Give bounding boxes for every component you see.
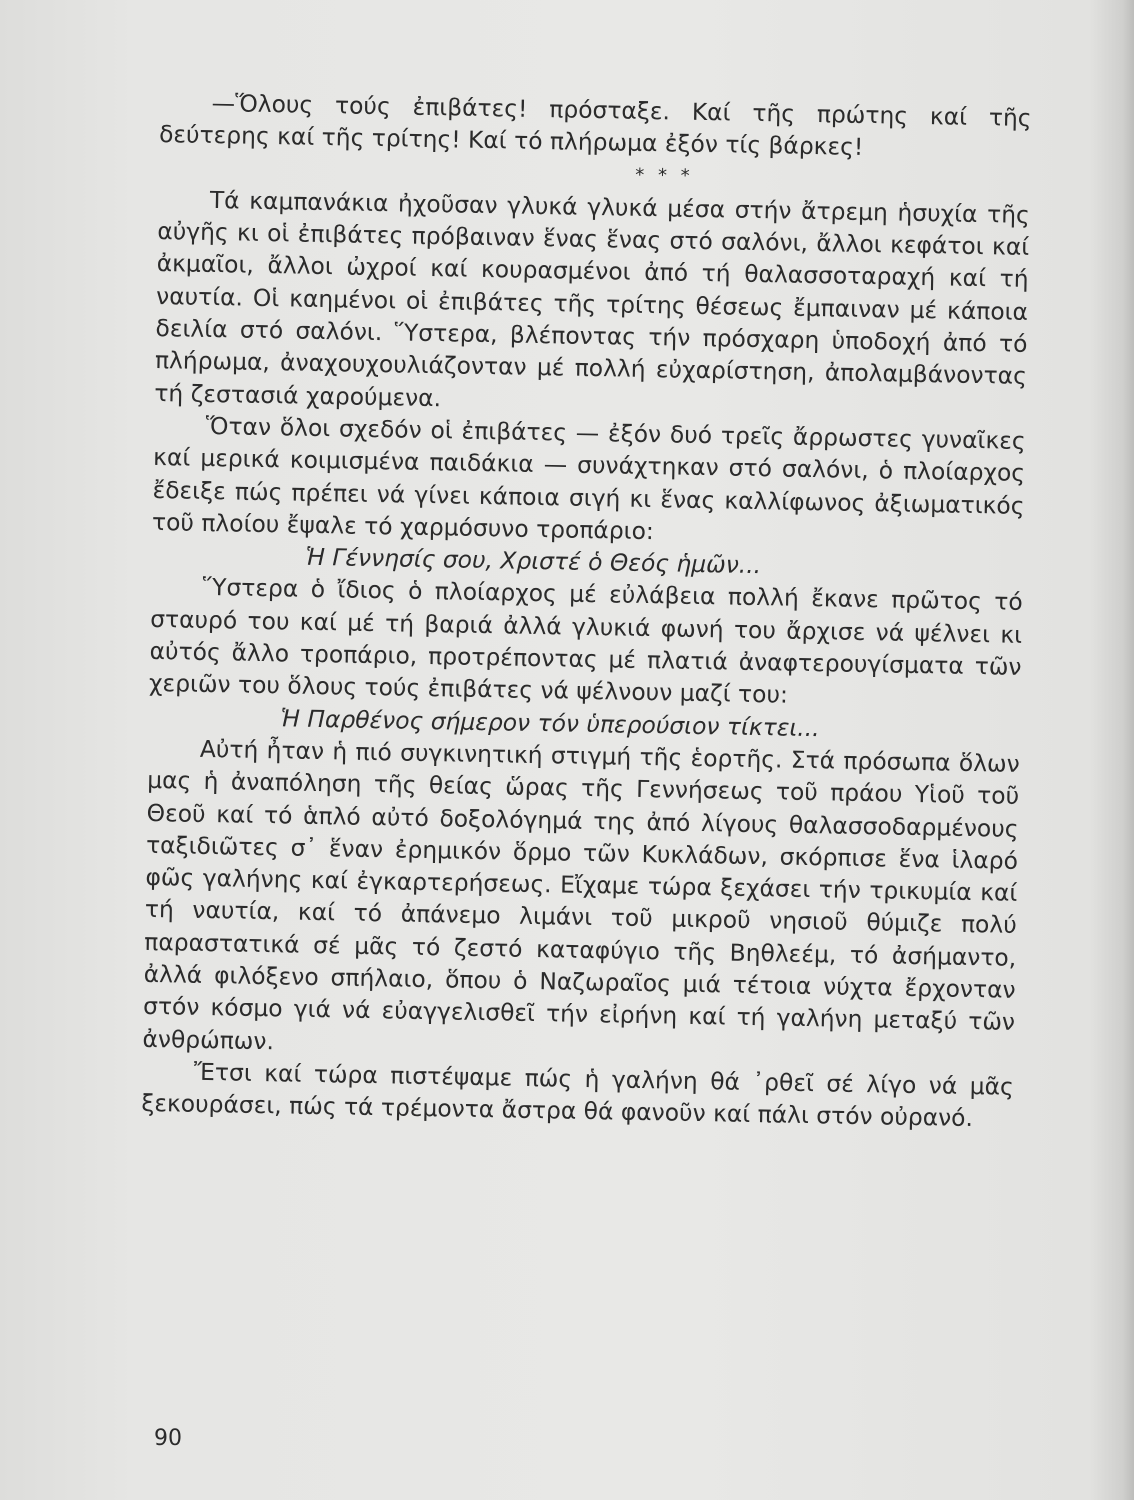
hymn-verse-1: Ἡ Γέννησίς σου, Χριστέ ὁ Θεός ἡμῶν... [305,542,762,580]
body-text [141,86,1032,1135]
paragraph-2: Τά καμπανάκια ἠχοῦσαν γλυκά γλυκά μέσα στήν ἄτρεμη ἡσυχία τῆς αὐγῆς κι οἱ ἐπιβάτες πρόβαιναν ἕνας ἕνας στό σαλόνι, ἄλλοι κεφάτοι καί ἀκμαῖοι, ἄλλοι ὠχροί καί κουρασμένοι ἀπό τή θαλασσοταραχή καί τή ναυτία. Οἱ καημένοι οἱ ἐπιβάτες τῆς τρίτης θέσεως ἔμπαιναν μέ κάποια δειλία στό σαλόνι. Ὕστερα, βλέποντας τήν πρόσχαρη ὑποδοχή ἀπό τό πλήρωμα, ἀναχουχουλιάζονταν μέ πολλή εὐχαρίστηση, ἀπολαμβάνοντας τή ζεστασιά χαρούμενα. [154,185,1031,412]
paragraph-4: Ὕστερα ὁ ἴδιος ὁ πλοίαρχος μέ εὐλάβεια πολλή ἔκανε πρῶτος τό σταυρό του καί μέ τή βαριά ἀλλά γλυκιά φωνή του ἄρχισε νά ψέλνει κι αὐτός ἄλλο τροπάριο, προτρέποντας μέ πλατιά ἀναφτερουγίσματα τῶν χεριῶν του ὅλους τούς ἐπιβάτες νά ψέλνουν μαζί του: [148,573,1023,709]
section-break: * * * [635,164,694,187]
paragraph-1: —Ὅλους τούς ἐπιβάτες! πρόσταξε. Καί τῆς πρώτης καί τῆς δεύτερης καί τῆς τρίτης! Καί τό πλήρωμα ἐξόν τίς βάρκες! [158,88,1032,162]
paragraph-6: Ἔτσι καί τώρα πιστέψαμε πώς ἡ γαλήνη θά ᾽ρθεῖ σέ λίγο νά μᾶς ξεκουράσει, πώς τά τρέμοντα ἄστρα θά φανοῦν καί πάλι στόν οὐρανό. [141,1057,1015,1133]
paragraph-5: Αὐτή ἦταν ἡ πιό συγκινητική στιγμή τῆς ἑορτῆς. Στά πρόσωπα ὅλων μας ἡ ἀναπόληση τῆς θείας ὥρας τῆς Γεννήσεως τοῦ πράου Υἱοῦ τοῦ Θεοῦ καί τό ἁπλό αὐτό δοξολόγημά της ἀπό λίγους θαλασσοδαρμένους ταξιδιῶτες σ᾽ ἕναν ἐρημικόν ὅρμο τῶν Κυκλάδων, σκόρπισε ἕνα ἱλαρό φῶς γαλήνης καί ἐγκαρτερήσεως. Εἴχαμε τώρα ξεχάσει τήν τρικυμία καί τή ναυτία, καί τό ἀπάνεμο λιμάνι τοῦ μικροῦ νησιοῦ θύμιζε πολύ παραστατικά σέ μᾶς τό ζεστό καταφύγιο τῆς Βηθλεέμ, τό ἀσήμαντο, ἀλλά φιλόξενο σπήλαιο, ὅπου ὁ Ναζωραῖος μιά τέτοια νύχτα ἔρχονταν στόν κόσμο γιά νά εὐαγγελισθεῖ τήν εἰρήνη καί τή γαλήνη μεταξύ τῶν ἀνθρώπων. [142,734,1020,1055]
paragraph-3: Ὅταν ὅλοι σχεδόν οἱ ἐπιβάτες — ἐξόν δυό τρεῖς ἄρρωστες γυναῖκες καί μερικά κοιμισμένα παιδάκια — συνάχτηκαν στό σαλόνι, ὁ πλοίαρχος ἔδειξε πώς πρέπει νά γίνει κάποια σιγή κι ἕνας καλλίφωνος ἀξιωματικός τοῦ πλοίου ἔψαλε τό χαρμόσυνο τροπάριο: [151,411,1026,545]
hymn-verse-2: Ἡ Παρθένος σήμερον τόν ὑπερούσιον τίκτει... [280,703,820,742]
page-number: 90 [154,1426,182,1451]
